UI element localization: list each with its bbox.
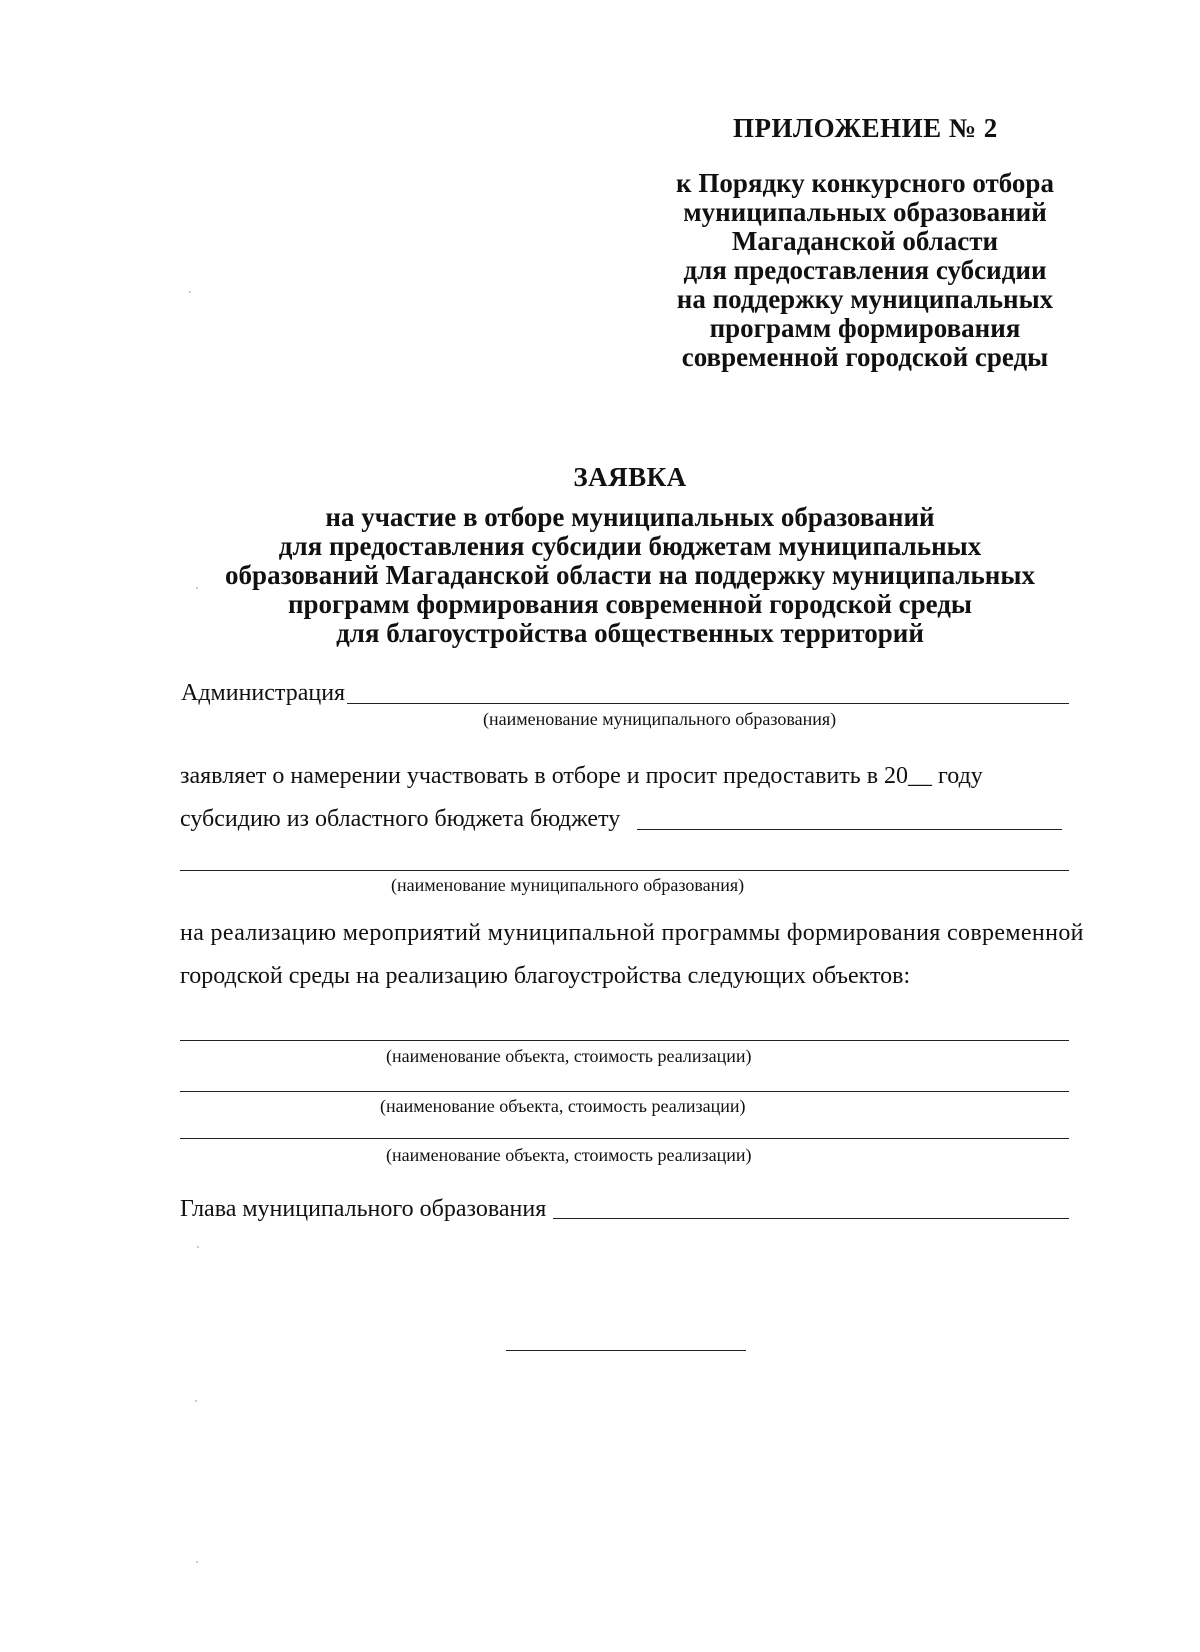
declares-text: заявляет о намерении участвовать в отборе и просит предоставить в 20__ году xyxy=(180,763,983,789)
application-subtitle xyxy=(100,503,1160,648)
application-title: ЗАЯВКА xyxy=(573,462,687,492)
municipality-caption: (наименование муниципального образования) xyxy=(483,709,837,729)
scan-speck xyxy=(189,291,191,293)
object-field[interactable] xyxy=(180,1138,1069,1139)
municipality-name-field[interactable] xyxy=(180,870,1069,871)
object-field[interactable] xyxy=(180,1040,1069,1041)
subsidy-text: субсидию из областного бюджета бюджету xyxy=(180,806,621,832)
application-line: для предоставления субсидии бюджетам муниципальных xyxy=(278,531,982,561)
application-line: образований Магаданской области на поддержку муниципальных xyxy=(225,560,1035,590)
application-line: на участие в отборе муниципальных образований xyxy=(325,502,935,532)
scan-speck xyxy=(196,1561,198,1563)
scan-speck xyxy=(197,1246,199,1248)
object-caption: (наименование объекта, стоимость реализации) xyxy=(386,1145,752,1165)
budget-recipient-field[interactable] xyxy=(637,829,1062,830)
object-caption: (наименование объекта, стоимость реализации) xyxy=(380,1096,746,1116)
object-field[interactable] xyxy=(180,1091,1069,1092)
municipality-caption: (наименование муниципального образования) xyxy=(391,875,745,895)
appendix-line: на поддержку муниципальных xyxy=(676,284,1054,314)
appendix-line: муниципальных образований xyxy=(683,197,1047,227)
appendix-line: для предоставления субсидии xyxy=(683,255,1047,285)
head-signature-field[interactable] xyxy=(553,1218,1069,1219)
appendix-line: к Порядку конкурсного отбора xyxy=(676,168,1054,198)
scan-speck xyxy=(196,587,198,589)
scan-speck xyxy=(195,1400,197,1402)
appendix-line: современной городской среды xyxy=(681,342,1049,372)
application-line: программ формирования современной городской среды xyxy=(287,589,973,619)
application-line: для благоустройства общественных территорий xyxy=(336,618,924,648)
appendix-subtitle xyxy=(655,169,1075,372)
administration-label: Администрация xyxy=(181,680,346,706)
administration-name-field[interactable] xyxy=(347,703,1069,704)
head-signature-label: Глава муниципального образования xyxy=(180,1196,547,1222)
object-caption: (наименование объекта, стоимость реализации) xyxy=(386,1046,752,1066)
appendix-title: ПРИЛОЖЕНИЕ № 2 xyxy=(733,113,998,143)
end-divider xyxy=(506,1350,746,1351)
implementation-text: на реализацию мероприятий муниципальной программы формирования современной xyxy=(180,920,1084,946)
implementation-text: городской среды на реализацию благоустройства следующих объектов: xyxy=(180,963,911,989)
appendix-line: Магаданской области xyxy=(731,226,999,256)
appendix-line: программ формирования xyxy=(709,313,1021,343)
